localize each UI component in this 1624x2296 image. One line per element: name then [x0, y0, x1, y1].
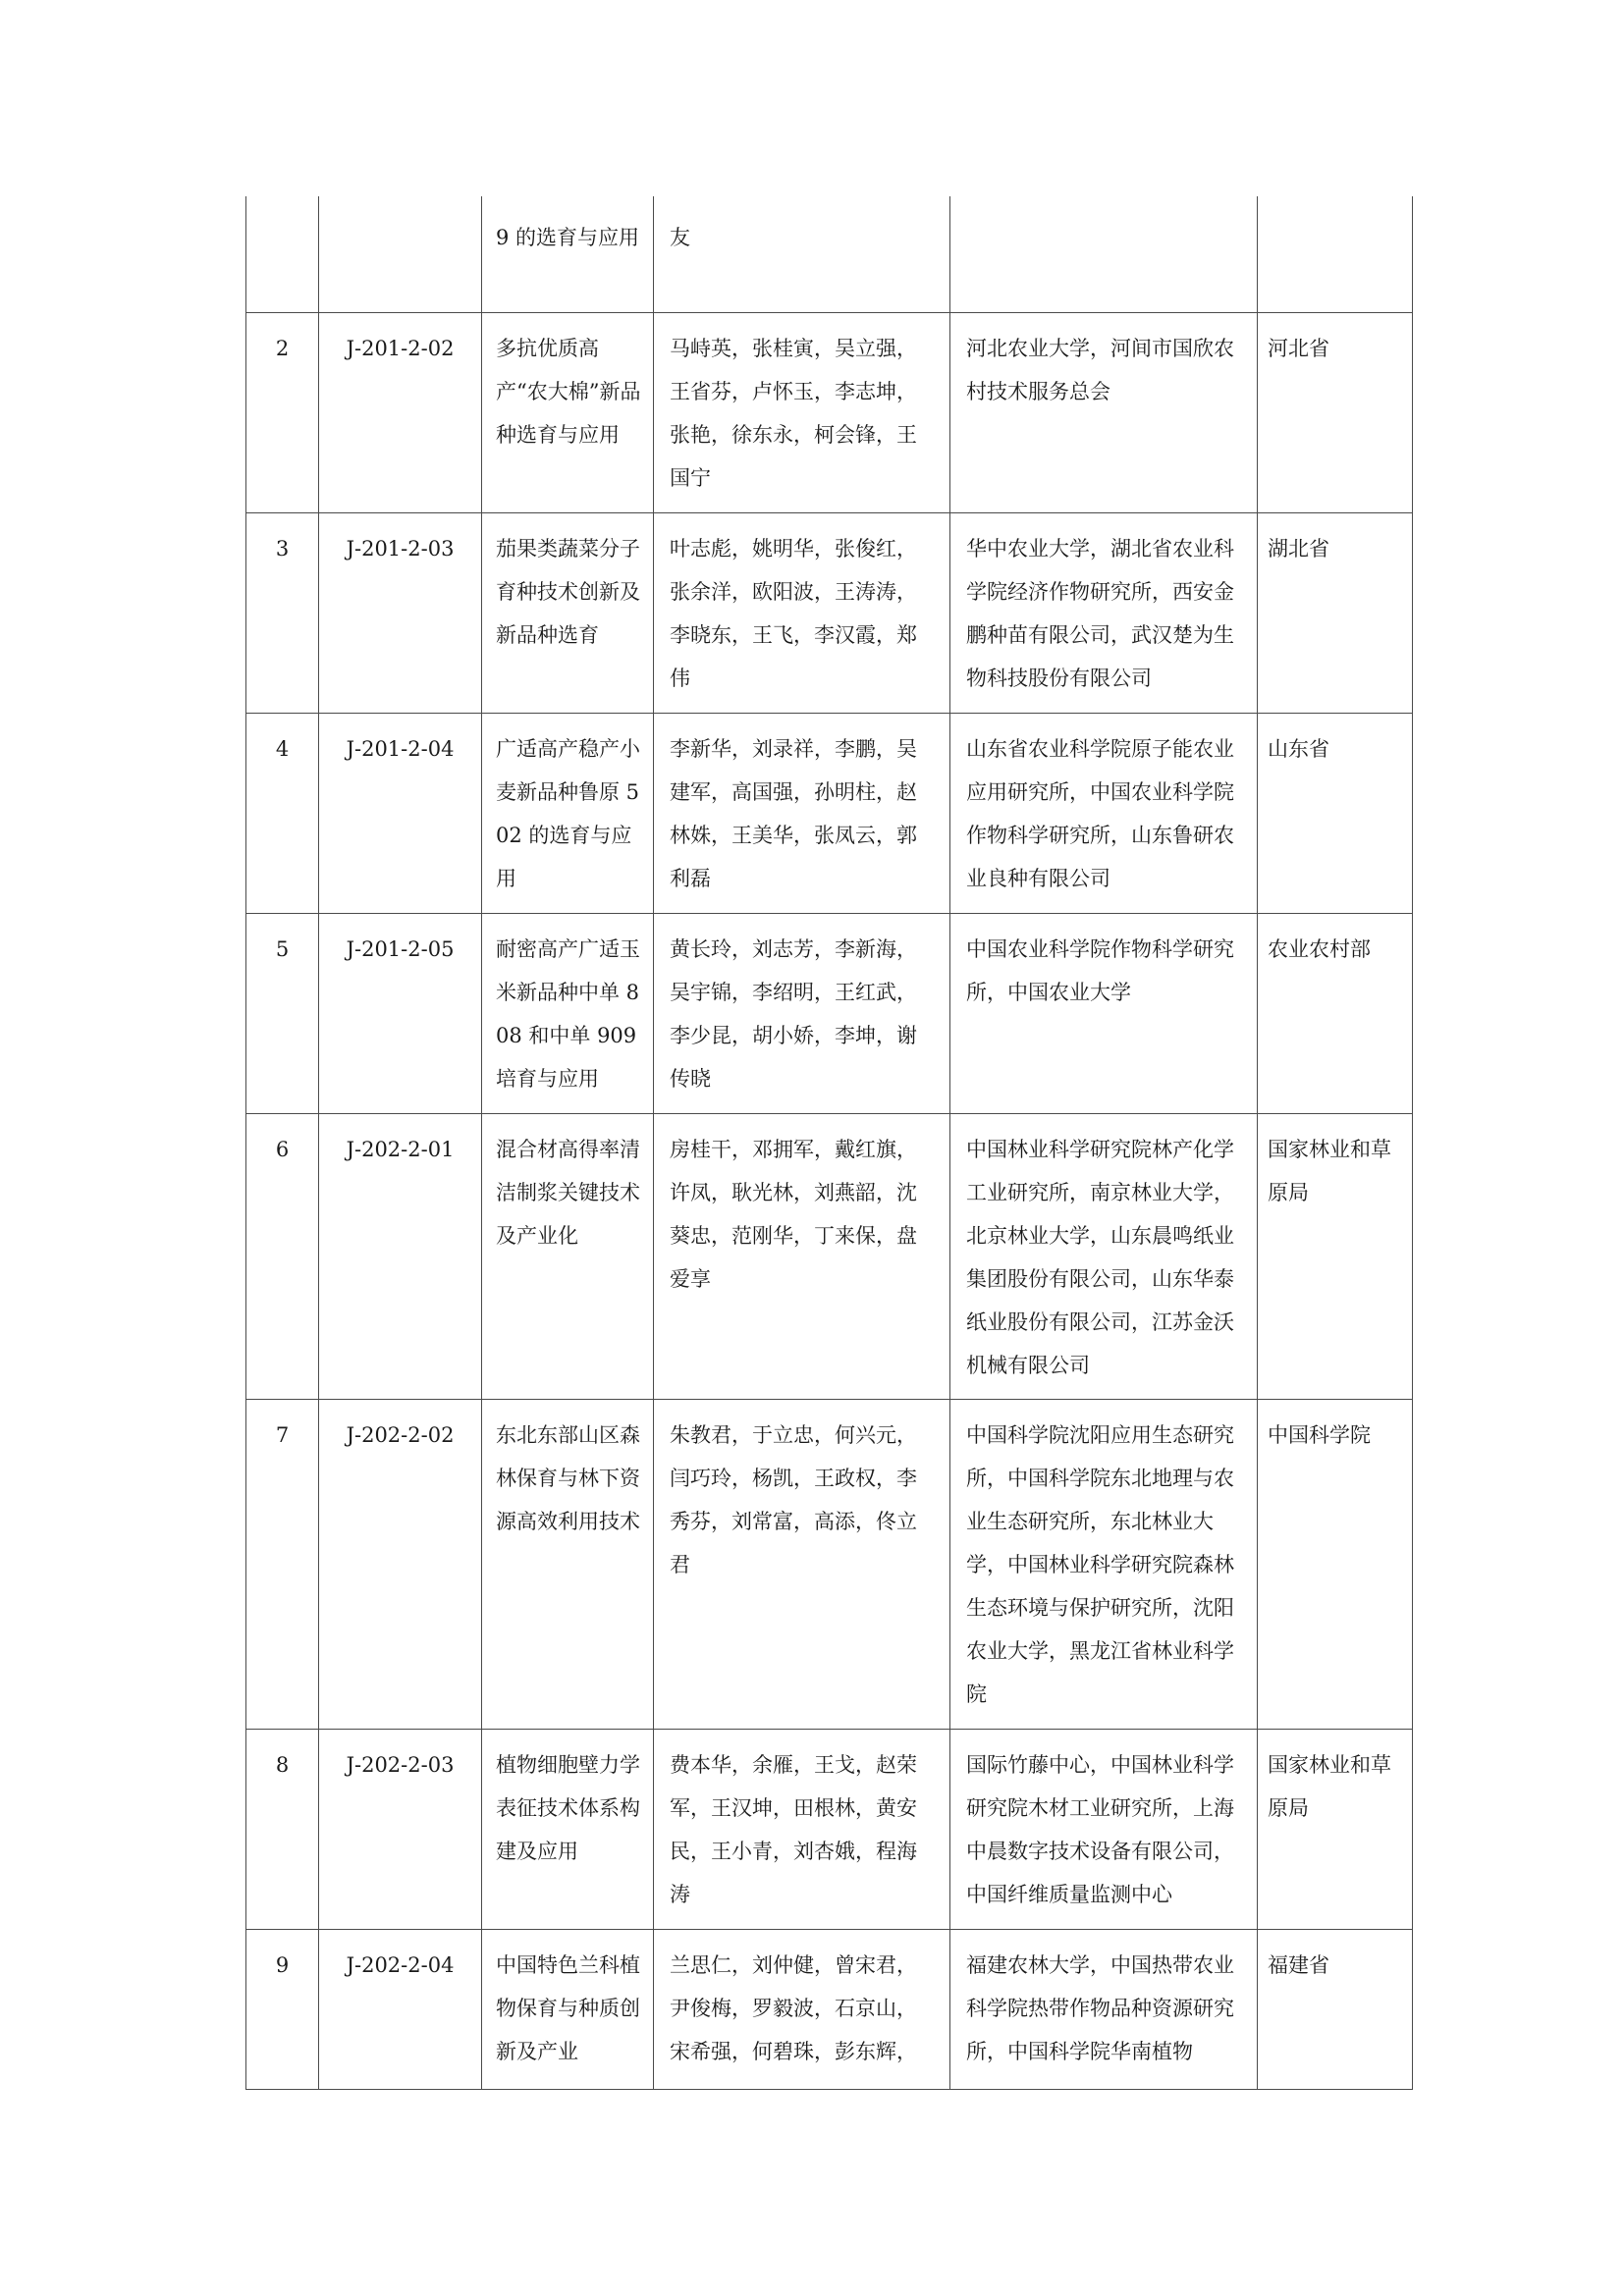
- completing-units: 中国农业科学院作物科学研究所，中国农业大学: [950, 913, 1258, 1113]
- nominator: [1258, 196, 1413, 312]
- award-table: [245, 196, 1413, 2090]
- completing-units: [950, 196, 1258, 312]
- main-completers: 黄长玲，刘志芳，李新海，吴宇锦，李绍明，王红武，李少昆，胡小娇，李坤，谢传晓: [654, 913, 950, 1113]
- row-number: 6: [246, 1113, 319, 1399]
- table-row: [246, 713, 1413, 913]
- project-name: 中国特色兰科植物保育与种质创新及产业: [482, 1929, 654, 2089]
- project-code: [319, 196, 482, 312]
- table-row: [246, 1113, 1413, 1399]
- project-code: J-202-2-04: [319, 1929, 482, 2089]
- completing-units: 河北农业大学，河间市国欣农村技术服务总会: [950, 312, 1258, 512]
- project-code: J-201-2-03: [319, 512, 482, 713]
- project-name: 东北东部山区森林保育与林下资源高效利用技术: [482, 1399, 654, 1729]
- project-name: 耐密高产广适玉米新品种中单 808 和中单 909 培育与应用: [482, 913, 654, 1113]
- table-row: [246, 1729, 1413, 1929]
- completing-units: 山东省农业科学院原子能农业应用研究所，中国农业科学院作物科学研究所，山东鲁研农业良种有限公司: [950, 713, 1258, 913]
- project-code: J-202-2-02: [319, 1399, 482, 1729]
- project-name: 多抗优质高产“农大棉”新品种选育与应用: [482, 312, 654, 512]
- table-row: [246, 1399, 1413, 1729]
- main-completers: 叶志彪，姚明华，张俊红，张余洋，欧阳波，王涛涛，李晓东，王飞，李汉霞，郑伟: [654, 512, 950, 713]
- project-name: 植物细胞壁力学表征技术体系构建及应用: [482, 1729, 654, 1929]
- nominator: 山东省: [1258, 713, 1413, 913]
- project-name: 茄果类蔬菜分子育种技术创新及新品种选育: [482, 512, 654, 713]
- row-number: 3: [246, 512, 319, 713]
- row-number: 2: [246, 312, 319, 512]
- table-row: [246, 512, 1413, 713]
- main-completers: 兰思仁，刘仲健，曾宋君，尹俊梅，罗毅波，石京山，宋希强，何碧珠，彭东辉，: [654, 1929, 950, 2089]
- main-completers: 友: [654, 196, 950, 312]
- table-row: [246, 1929, 1413, 2089]
- completing-units: 中国科学院沈阳应用生态研究所，中国科学院东北地理与农业生态研究所，东北林业大学，中国林业科学研究院森林生态环境与保护研究所，沈阳农业大学，黑龙江省林业科学院: [950, 1399, 1258, 1729]
- completing-units: 国际竹藤中心，中国林业科学研究院木材工业研究所，上海中晨数字技术设备有限公司，中国纤维质量监测中心: [950, 1729, 1258, 1929]
- row-number: 9: [246, 1929, 319, 2089]
- table-row: [246, 312, 1413, 512]
- main-completers: 李新华，刘录祥，李鹏，吴建军，高国强，孙明柱，赵林姝，王美华，张凤云，郭利磊: [654, 713, 950, 913]
- project-name: 混合材高得率清洁制浆关键技术及产业化: [482, 1113, 654, 1399]
- main-completers: 朱教君，于立忠，何兴元，闫巧玲，杨凯，王政权，李秀芬，刘常富，高添，佟立君: [654, 1399, 950, 1729]
- row-number: 7: [246, 1399, 319, 1729]
- row-number: [246, 196, 319, 312]
- project-code: J-201-2-05: [319, 913, 482, 1113]
- nominator: 农业农村部: [1258, 913, 1413, 1113]
- project-name: 广适高产稳产小麦新品种鲁原 502 的选育与应用: [482, 713, 654, 913]
- main-completers: 房桂干，邓拥军，戴红旗，许凤，耿光林，刘燕韶，沈葵忠，范刚华，丁来保，盘爱享: [654, 1113, 950, 1399]
- row-number: 5: [246, 913, 319, 1113]
- nominator: 湖北省: [1258, 512, 1413, 713]
- project-code: J-202-2-01: [319, 1113, 482, 1399]
- table-row: [246, 913, 1413, 1113]
- row-number: 4: [246, 713, 319, 913]
- table-row: [246, 196, 1413, 312]
- main-completers: 费本华，余雁，王戈，赵荣军，王汉坤，田根林，黄安民，王小青，刘杏娥，程海涛: [654, 1729, 950, 1929]
- completing-units: 华中农业大学，湖北省农业科学院经济作物研究所，西安金鹏种苗有限公司，武汉楚为生物科技股份有限公司: [950, 512, 1258, 713]
- project-code: J-201-2-02: [319, 312, 482, 512]
- nominator: 国家林业和草原局: [1258, 1113, 1413, 1399]
- project-name: 9 的选育与应用: [482, 196, 654, 312]
- nominator: 河北省: [1258, 312, 1413, 512]
- nominator: 中国科学院: [1258, 1399, 1413, 1729]
- nominator: 国家林业和草原局: [1258, 1729, 1413, 1929]
- main-completers: 马峙英，张桂寅，吴立强，王省芬，卢怀玉，李志坤，张艳，徐东永，柯会锋，王国宁: [654, 312, 950, 512]
- nominator: 福建省: [1258, 1929, 1413, 2089]
- row-number: 8: [246, 1729, 319, 1929]
- completing-units: 中国林业科学研究院林产化学工业研究所，南京林业大学，北京林业大学，山东晨鸣纸业集团股份有限公司，山东华泰纸业股份有限公司，江苏金沃机械有限公司: [950, 1113, 1258, 1399]
- project-code: J-201-2-04: [319, 713, 482, 913]
- project-code: J-202-2-03: [319, 1729, 482, 1929]
- completing-units: 福建农林大学，中国热带农业科学院热带作物品种资源研究所，中国科学院华南植物: [950, 1929, 1258, 2089]
